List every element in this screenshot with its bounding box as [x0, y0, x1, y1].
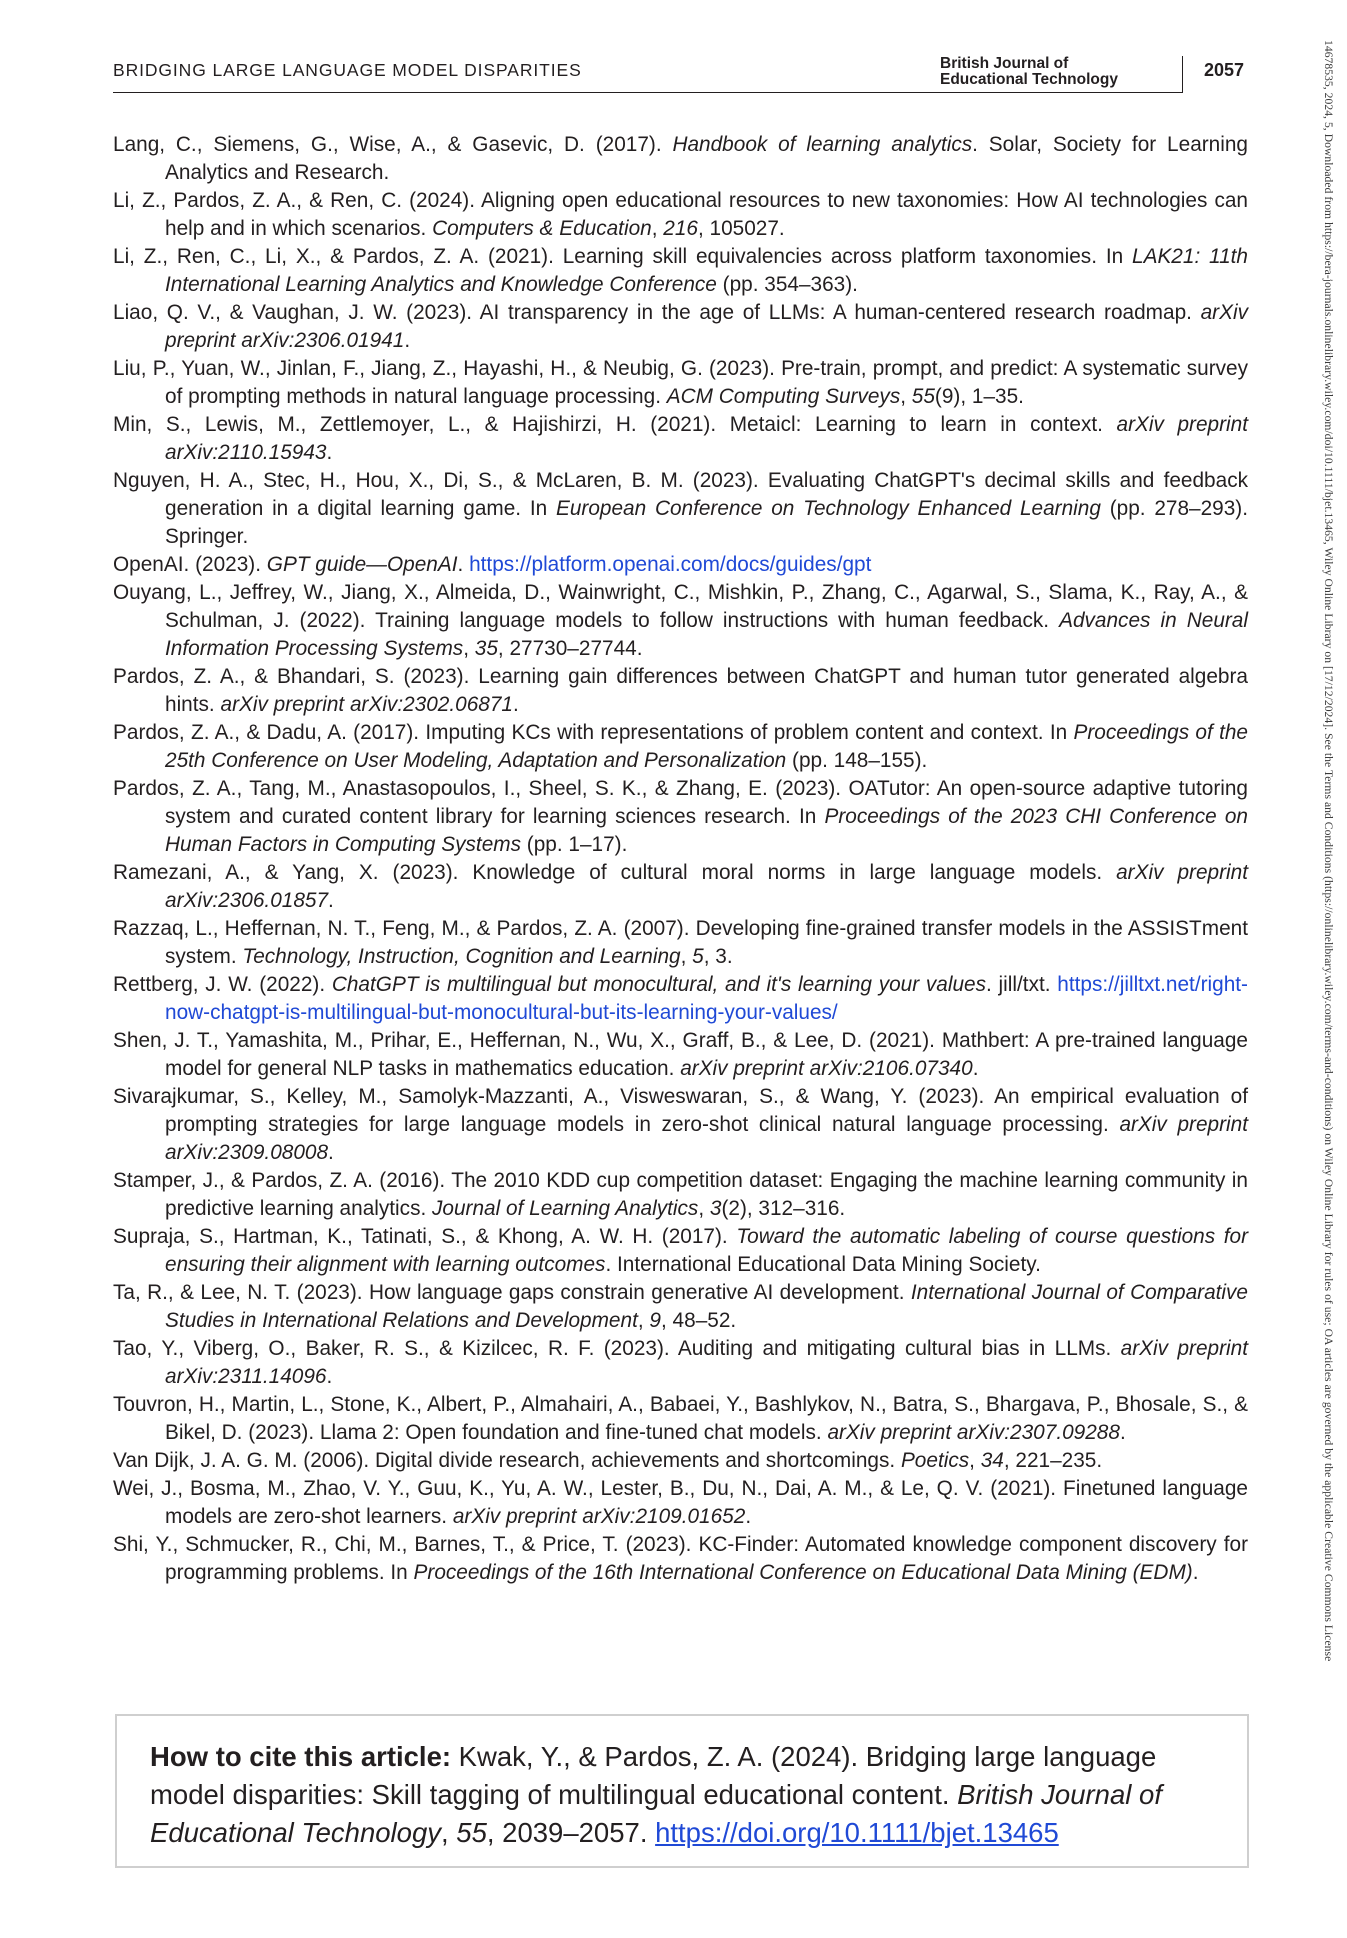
text-segment: Kwak, Y., & Pardos, Z. A. (2024). Bridging large language model disparities: Skill tagging of multilingual educational content. [150, 1741, 1157, 1810]
text-segment: . jill/txt. [986, 973, 1058, 996]
text-segment: Li, Z., Pardos, Z. A., & Ren, C. (2024). Aligning open educational resources to new taxonomies: How AI technologies can help and in which scenarios. [113, 189, 1248, 240]
text-segment: (pp. 354–363). [716, 273, 858, 296]
reference-entry [113, 1027, 1248, 1083]
reference-list [113, 131, 1248, 1587]
italic-text: arXiv preprint arXiv:2306.01857 [165, 861, 1248, 912]
running-title: BRIDGING LARGE LANGUAGE MODEL DISPARITIES [113, 60, 582, 80]
italic-text: 55 [456, 1817, 487, 1848]
journal-name [940, 56, 1118, 88]
text-segment: Nguyen, H. A., Stec, H., Hou, X., Di, S., & McLaren, B. M. (2023). Evaluating ChatGPT's decimal skills and feedback generation in a digital learning game. In [113, 469, 1248, 520]
reference-entry [113, 1475, 1248, 1531]
text-segment: , [900, 385, 912, 408]
reference-entry [113, 411, 1248, 467]
text-segment: Ouyang, L., Jeffrey, W., Jiang, X., Almeida, D., Wainwright, C., Mishkin, P., Zhang, C., Agarwal, S., Slama, K., Ray, A., & Schulman, J. (2022). Training language models to follow instructions with human feedback. [113, 581, 1248, 632]
italic-text: Poetics [900, 1449, 970, 1472]
reference-entry [113, 467, 1248, 551]
download-notice: 14678535, 2024, 5, Downloaded from https://bera-journals.onlinelibrary.wiley.com/doi/10.1111/bjet.13465, Wiley Online Library on [17/12/2024]. See the Terms and Conditions (https://onlinelibrary.wiley.com/terms-and-conditions) on Wiley Online Library for rules of use; OA articles are governed by the applicable Creative Commons License [1322, 40, 1335, 1662]
italic-text: arXiv preprint arXiv:2109.01652 [452, 1505, 746, 1528]
italic-text: British Journal of Educational Technology [150, 1779, 1162, 1848]
italic-text: arXiv preprint arXiv:2106.07340 [680, 1057, 973, 1080]
text-segment: , 27730–27744. [497, 637, 643, 660]
text-segment: , [680, 945, 693, 968]
text-segment: Shen, J. T., Yamashita, M., Prihar, E., Heffernan, N., Wu, X., Graff, B., & Lee, D. (2021). Mathbert: A pre-trained language model for general NLP tasks in mathematics education. [113, 1029, 1248, 1080]
text-segment: , 2039–2057. [486, 1817, 656, 1848]
text-segment: . [1192, 1561, 1199, 1584]
text-segment: (pp. 1–17). [520, 833, 628, 856]
text-segment: Razzaq, L., Heffernan, N. T., Feng, M., & Pardos, Z. A. (2007). Developing fine-grained transfer models in the ASSISTment system. [113, 917, 1248, 968]
reference-entry [113, 551, 1248, 579]
text-segment: Van Dijk, J. A. G. M. (2006). Digital divide research, achievements and shortcomings. [113, 1449, 901, 1472]
italic-text: 34 [980, 1449, 1004, 1472]
text-segment: Wei, J., Bosma, M., Zhao, V. Y., Guu, K., Yu, A. W., Lester, B., Du, N., Dai, A. M., & Le, Q. V. (2021). Finetuned language models are zero-shot learners. [113, 1477, 1248, 1528]
text-segment: . [457, 553, 470, 576]
italic-text: Toward the automatic labeling of course questions for ensuring their alignment with learning outcomes [165, 1225, 1249, 1276]
text-segment: . Solar, Society for Learning Analytics and Research. [165, 133, 1249, 184]
text-segment: Li, Z., Ren, C., Li, X., & Pardos, Z. A. (2021). Learning skill equivalencies across platform taxonomies. In [113, 245, 1132, 268]
text-segment: (9), 1–35. [934, 385, 1024, 408]
text-segment: Sivarajkumar, S., Kelley, M., Samolyk-Mazzanti, A., Visweswaran, S., & Wang, Y. (2023). An empirical evaluation of prompting strategies for large language models in zero-shot clinical natural language processing. [113, 1085, 1248, 1136]
italic-text: 5 [692, 945, 704, 968]
text-segment: Pardos, Z. A., Tang, M., Anastasopoulos, I., Sheel, S. K., & Zhang, E. (2023). OATutor: An open-source adaptive tutoring system and curated content library for learning sciences research. In [113, 777, 1248, 828]
reference-entry [113, 859, 1248, 915]
reference-entry [113, 915, 1248, 971]
text-segment: OpenAI. (2023). [113, 553, 267, 576]
text-segment: , [698, 1197, 710, 1220]
reference-entry [113, 187, 1248, 243]
italic-text: Proceedings of the 16th International Conference on Educational Data Mining (EDM) [413, 1561, 1193, 1584]
text-segment: Tao, Y., Viberg, O., Baker, R. S., & Kizilcec, R. F. (2023). Auditing and mitigating cultural bias in LLMs. [113, 1337, 1121, 1360]
italic-text: Proceedings of the 2023 CHI Conference on Human Factors in Computing Systems [165, 805, 1248, 856]
text-segment: Touvron, H., Martin, L., Stone, K., Albert, P., Almahairi, A., Babaei, Y., Bashlykov, N., Batra, S., Bhargava, P., Bhosale, S., & Bikel, D. (2023). Llama 2: Open foundation and fine-tuned chat models. [113, 1393, 1248, 1444]
text-segment: . [1119, 1421, 1126, 1444]
text-segment: Pardos, Z. A., & Dadu, A. (2017). Imputing KCs with representations of problem content and context. In [113, 721, 1074, 744]
bold-label: How to cite this article: [150, 1741, 452, 1772]
italic-text: arXiv preprint arXiv:2306.01941 [165, 301, 1248, 352]
citation-text [150, 1738, 1210, 1852]
reference-entry [113, 775, 1248, 859]
italic-text: 3 [709, 1197, 722, 1220]
text-segment: Rettberg, J. W. (2022). [113, 973, 332, 996]
text-segment: . [404, 329, 411, 352]
reference-entry [113, 719, 1248, 775]
italic-text: arXiv preprint arXiv:2311.14096 [165, 1337, 1248, 1388]
reference-entry [113, 1391, 1248, 1447]
reference-entry [113, 243, 1248, 299]
reference-link[interactable]: https://doi.org/10.1111/bjet.13465 [655, 1817, 1059, 1848]
reference-entry [113, 1335, 1248, 1391]
italic-text: Proceedings of the 25th Conference on User Modeling, Adaptation and Personalization [165, 721, 1248, 772]
italic-text: Computers & Education [432, 217, 652, 240]
text-segment: , 48–52. [661, 1309, 737, 1332]
italic-text: 35 [474, 637, 498, 660]
text-segment: , [463, 637, 475, 660]
text-segment: . International Educational Data Mining Society. [605, 1253, 1041, 1276]
text-segment: . [328, 1141, 334, 1164]
italic-text: 9 [649, 1309, 661, 1332]
reference-entry [113, 1531, 1248, 1587]
reference-entry [113, 1223, 1248, 1279]
text-segment: , 221–235. [1003, 1449, 1103, 1472]
italic-text: arXiv preprint arXiv:2302.06871 [220, 693, 513, 716]
reference-link[interactable]: https://jilltxt.net/right-now-chatgpt-is-multilingual-but-monocultural-but-its-learning-your-values/ [165, 973, 1248, 1024]
text-segment: . [326, 441, 333, 464]
text-segment: Liu, P., Yuan, W., Jinlan, F., Jiang, Z., Hayashi, H., & Neubig, G. (2023). Pre-train, prompt, and predict: A systematic survey of prompting methods in natural language processing. [113, 357, 1248, 408]
header-rule [113, 92, 1183, 93]
text-segment: Stamper, J., & Pardos, Z. A. (2016). The 2010 KDD cup competition dataset: Engaging the machine learning community in predictive learning analytics. [113, 1169, 1248, 1220]
text-segment: Min, S., Lewis, M., Zettlemoyer, L., & Hajishirzi, H. (2021). Metaicl: Learning to learn in context. [113, 413, 1117, 436]
text-segment: , [637, 1309, 650, 1332]
text-segment: Ramezani, A., & Yang, X. (2023). Knowledge of cultural moral norms in large language models. [113, 861, 1117, 884]
text-segment: (2), 312–316. [721, 1197, 846, 1220]
reference-link[interactable]: https://platform.openai.com/docs/guides/gpt [469, 553, 872, 576]
reference-entry [113, 663, 1248, 719]
text-segment: Supraja, S., Hartman, K., Tatinati, S., & Khong, A. W. H. (2017). [113, 1225, 737, 1248]
reference-entry [113, 1279, 1248, 1335]
italic-text: Advances in Neural Information Processing Systems [165, 609, 1248, 660]
italic-text: Technology, Instruction, Cognition and Learning [242, 945, 681, 968]
reference-entry [113, 1083, 1248, 1167]
reference-entry [113, 971, 1248, 1027]
text-segment: , [651, 217, 664, 240]
text-segment: , 3. [703, 945, 733, 968]
page-number: 2057 [1204, 60, 1245, 80]
italic-text: arXiv preprint arXiv:2309.08008 [165, 1113, 1248, 1164]
italic-text: European Conference on Technology Enhanced Learning [555, 497, 1101, 520]
reference-entry [113, 131, 1248, 187]
reference-entry [113, 1447, 1248, 1475]
text-segment: Liao, Q. V., & Vaughan, J. W. (2023). AI transparency in the age of LLMs: A human-centered research roadmap. [113, 301, 1201, 324]
reference-entry [113, 1167, 1248, 1223]
text-segment: . [513, 693, 519, 716]
text-segment: . [328, 889, 334, 912]
italic-text: arXiv preprint arXiv:2307.09288 [827, 1421, 1120, 1444]
journal-name-line1: British Journal of [940, 55, 1069, 72]
italic-text: 216 [663, 217, 698, 240]
text-segment: Pardos, Z. A., & Bhandari, S. (2023). Learning gain differences between ChatGPT and human tutor generated algebra hints. [113, 665, 1248, 716]
text-segment: . [972, 1057, 979, 1080]
italic-text: International Journal of Comparative Studies in International Relations and Development [165, 1281, 1248, 1332]
text-segment: , [969, 1449, 981, 1472]
italic-text: arXiv preprint arXiv:2110.15943 [165, 413, 1248, 464]
text-segment: Shi, Y., Schmucker, R., Chi, M., Barnes, T., & Price, T. (2023). KC-Finder: Automated knowledge component discovery for programming problems. In [113, 1533, 1248, 1584]
text-segment: . [326, 1365, 333, 1388]
text-segment: , [441, 1817, 457, 1848]
text-segment: Ta, R., & Lee, N. T. (2023). How language gaps constrain generative AI development. [113, 1281, 911, 1304]
italic-text: LAK21: 11th International Learning Analytics and Knowledge Conference [165, 245, 1248, 296]
reference-entry [113, 579, 1248, 663]
header-divider [1182, 56, 1183, 92]
text-segment: , 105027. [697, 217, 785, 240]
italic-text: GPT guide—OpenAI [266, 553, 458, 576]
text-segment: Lang, C., Siemens, G., Wise, A., & Gasevic, D. (2017). [113, 133, 673, 156]
italic-text: ACM Computing Surveys [666, 385, 901, 408]
italic-text: 55 [911, 385, 935, 408]
text-segment: (pp. 278–293). Springer. [165, 497, 1248, 548]
text-segment: . [745, 1505, 752, 1528]
journal-name-line2: Educational Technology [940, 71, 1118, 88]
reference-entry [113, 299, 1248, 355]
italic-text: Handbook of learning analytics [672, 133, 973, 156]
text-segment: (pp. 148–155). [786, 749, 928, 772]
italic-text: Journal of Learning Analytics [432, 1197, 699, 1220]
italic-text: ChatGPT is multilingual but monocultural, and it's learning your values [331, 973, 987, 996]
reference-entry [113, 355, 1248, 411]
